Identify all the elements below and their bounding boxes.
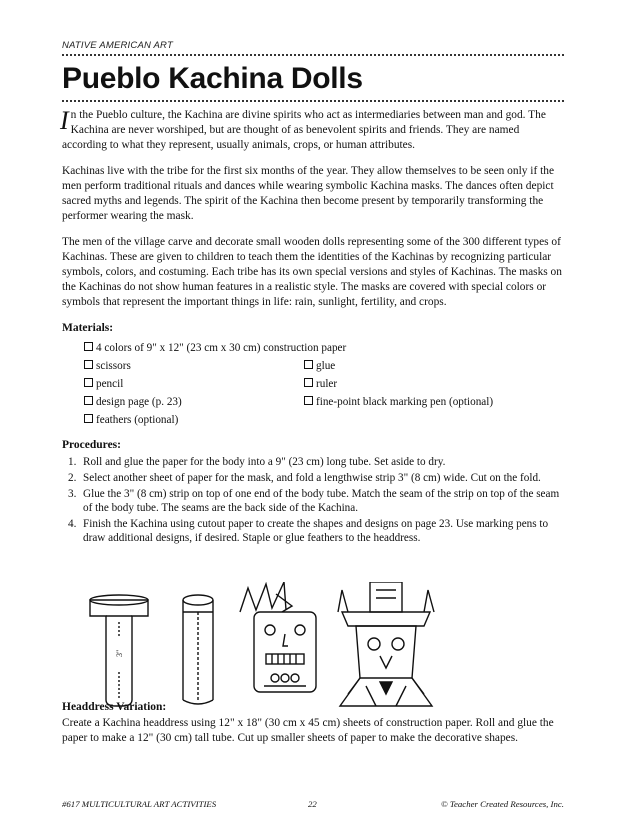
- material-item: feathers (optional): [84, 413, 534, 428]
- paragraph-2: Kachinas live with the tribe for the first six months of the year. They allow themselves to be seen only if the men perform traditional rituals and dances while wearing symbolic Kachina masks. The dances often depict sacred myths and legends. The spirit of the Kachina then become present by temporarily transforming the performer wearing the mask.: [62, 165, 554, 222]
- headdress-text: Create a Kachina headdress using 12" x 18" (30 cm x 45 cm) sheets of construction paper. Roll and glue the paper to make a 12" (30 cm) tall tube. Cut up smaller sheets of paper to make the decorative shapes.: [62, 717, 554, 744]
- intro-paragraph: [62, 108, 564, 153]
- intro-text: n the Pueblo culture, the Kachina are divine spirits who act as intermediaries between man and god. The Kachina are never worshiped, but are thought of as benevolent spirits and friends. They are named according to what they represent, usually animals, crops, or human attributes.: [62, 109, 546, 151]
- material-item: design page (p. 23): [84, 395, 304, 410]
- procedure-step: 1. Roll and glue the paper for the body into a 9" (23 cm) long tube. Set aside to dry.: [68, 456, 446, 468]
- body-tube-drawing: [183, 595, 213, 704]
- headdress-variation-section: [62, 700, 564, 746]
- paragraph-3: The men of the village carve and decorate small wooden dolls representing some of the 300 different types of Kachinas. These are given to children to teach them the identities of the Kachinas by recognizing particular symbols, colors, and costuming. Each tribe has its own special versions and styles of Kachinas. The masks on the Kachinas do not show human features in a realistic style. The masks are covered with special colors or symbols that represent the important things in life: rain, sunlight, fertility, and crops.: [62, 236, 562, 308]
- checkbox-icon: [304, 378, 313, 387]
- material-item: fine-point black marking pen (optional): [304, 395, 534, 410]
- dotted-divider: [62, 54, 564, 56]
- kachina-headdress-drawing: [338, 582, 434, 706]
- checkbox-icon: [84, 414, 93, 423]
- dimension-label: 3": [115, 649, 124, 657]
- checkbox-icon: [304, 360, 313, 369]
- material-item: glue: [304, 359, 534, 374]
- checkbox-icon: [304, 396, 313, 405]
- footer-book-title: #617 MULTICULTURAL ART ACTIVITIES: [62, 799, 217, 809]
- section-label: NATIVE AMERICAN ART: [62, 40, 173, 51]
- page-number: 22: [308, 799, 317, 809]
- checkbox-icon: [84, 342, 93, 351]
- material-item: pencil: [84, 377, 304, 392]
- material-item: ruler: [304, 377, 534, 392]
- materials-list: [84, 341, 564, 428]
- material-item: scissors: [84, 359, 304, 374]
- dotted-divider: [62, 100, 564, 102]
- procedure-step: 4. Finish the Kachina using cutout paper to create the shapes and designs on page 23. Use marking pens to draw additional designs, if desired. Staple or glue feathers to the headdress.: [68, 518, 549, 544]
- procedure-step: 3. Glue the 3" (8 cm) strip on top of one end of the body tube. Match the seam of the strip on top of the seam of the body tube. The seams are the back side of the Kachina.: [68, 488, 560, 514]
- page-content: [62, 40, 564, 547]
- checkbox-icon: [84, 378, 93, 387]
- materials-heading: Materials:: [62, 322, 114, 334]
- drop-cap: I: [60, 106, 69, 135]
- checkbox-icon: [84, 360, 93, 369]
- material-item: 4 colors of 9" x 12" (23 cm x 30 cm) construction paper: [84, 341, 534, 356]
- checkbox-icon: [84, 396, 93, 405]
- kachina-illustration: [80, 582, 470, 712]
- procedures-heading: Procedures:: [62, 439, 121, 451]
- kachina-mask-drawing: [240, 582, 316, 692]
- footer-copyright: © Teacher Created Resources, Inc.: [441, 799, 564, 809]
- procedure-step: 2. Select another sheet of paper for the mask, and fold a lengthwise strip 3" (8 cm) wide. Cut on the fold.: [68, 472, 541, 484]
- page-title: Pueblo Kachina Dolls: [62, 62, 363, 95]
- headdress-heading: Headdress Variation:: [62, 701, 167, 713]
- procedures-list: [62, 455, 564, 545]
